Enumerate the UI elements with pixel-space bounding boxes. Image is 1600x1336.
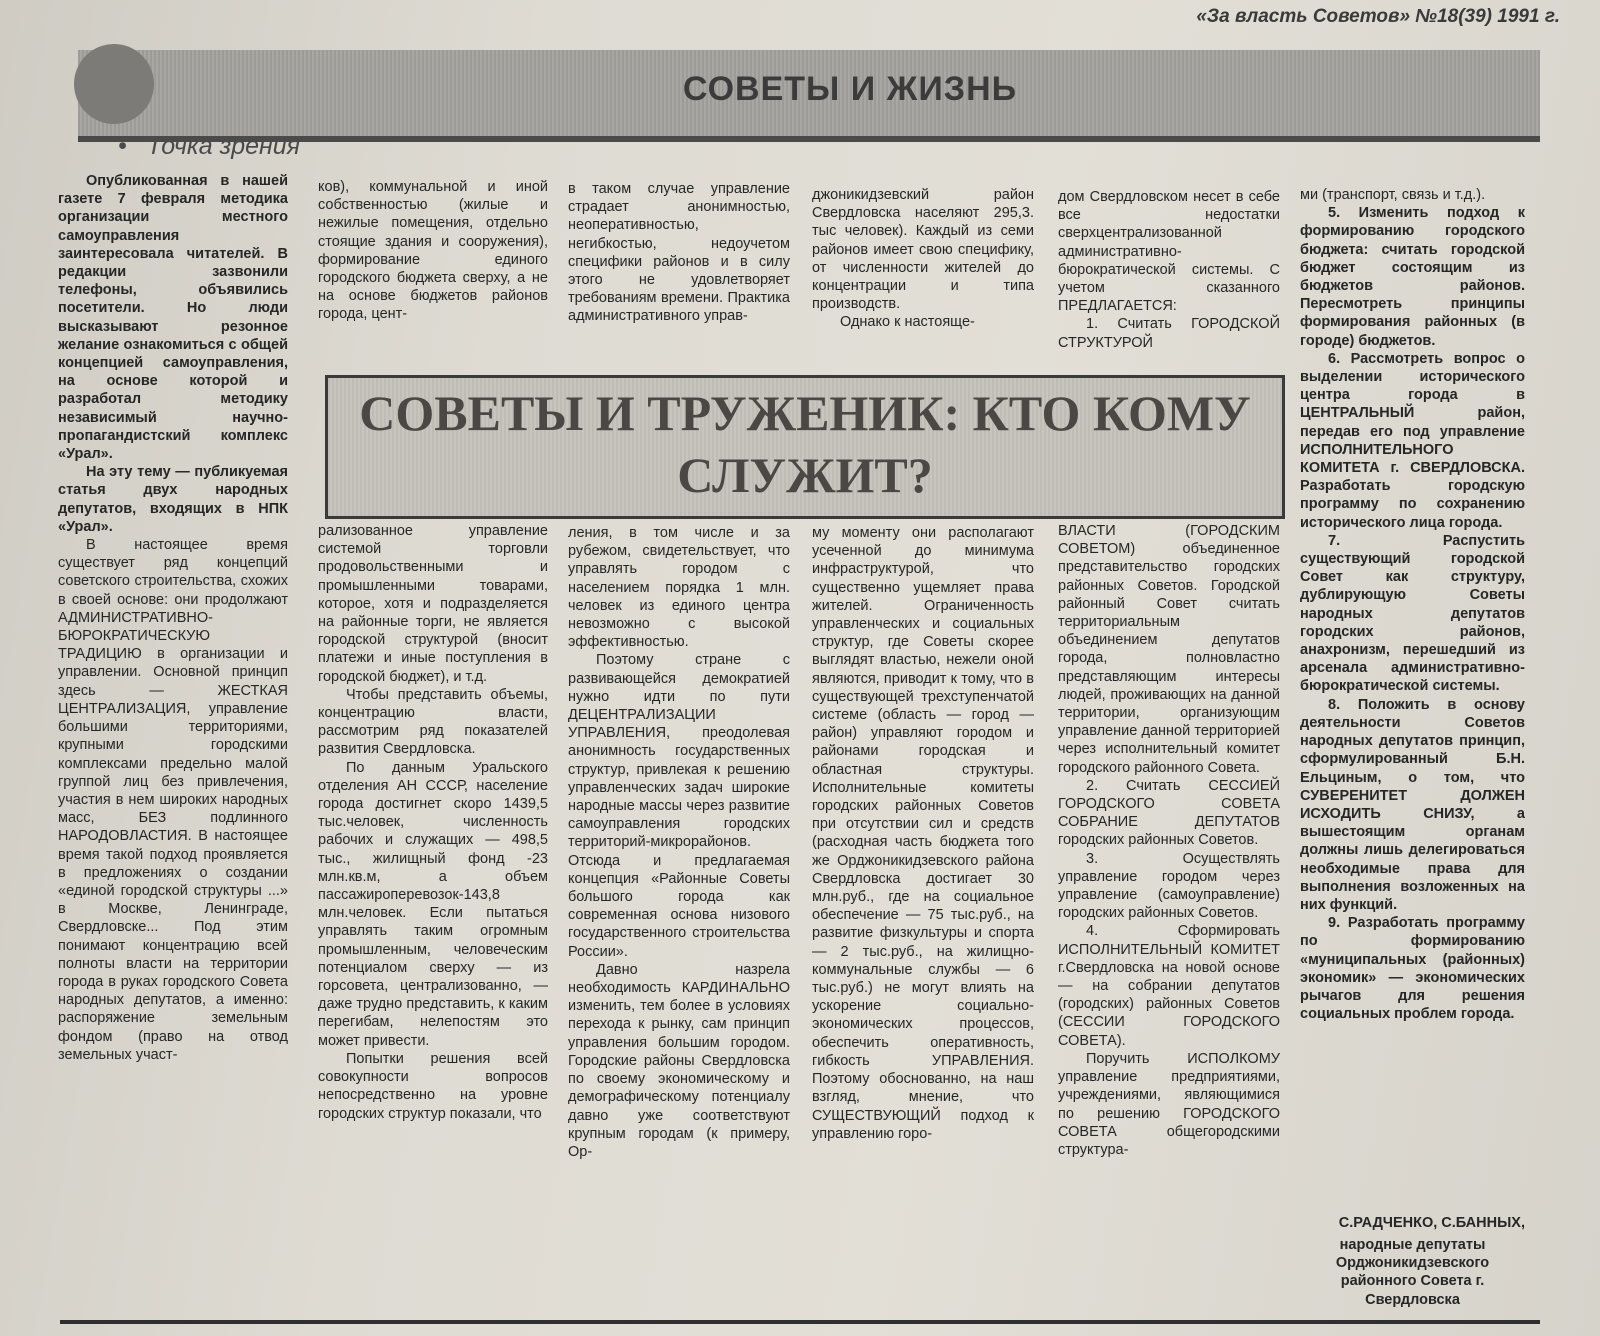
column-6 <box>1300 186 1525 1186</box>
column-4-top <box>812 186 1034 366</box>
signature-role: народные депутаты Орджоникидзевского районного Совета г. Свердловска <box>1335 1237 1490 1308</box>
body-paragraph: 2. Считать СЕССИЕЙ ГОРОДСКОГО СОВЕТА СОБРАНИЕ ДЕПУТАТОВ городских районных Советов. <box>1058 777 1280 849</box>
column-3-top <box>568 180 790 366</box>
bottom-divider <box>60 1320 1540 1324</box>
lead-paragraph-2: На эту тему — публикуемая статья двух народных депутатов, входящих в НПК «Урал». <box>58 464 288 535</box>
masthead: «За власть Советов» №18(39) 1991 г. <box>1196 6 1560 27</box>
body-paragraph: 1. Считать ГОРОДСКОЙ СТРУКТУРОЙ <box>1058 316 1280 351</box>
proposal-8: 8. Положить в основу деятельности Советов народных депутатов принцип, сформулированный Б.Н. Ельциным, о том, что СУВЕРЕНИТЕТ ДОЛЖЕН ИСХОДИТЬ СНИЗУ, а вышестоящим органам должны лишь делегироваться необходимые права для выполнения возложенных на них функций. <box>1300 696 1525 913</box>
article-headline: СОВЕТЫ И ТРУЖЕНИК: КТО КОМУ СЛУЖИТ? <box>359 385 1251 503</box>
body-paragraph: му моменту они располагают усеченной до минимума инфраструктурой, что существенно ущемляет права жителей. Ограниченность управленческих и социальных структур, где Советы скорее выглядят властью, нежели оной являются, приводит к тому, что в существующей трехступенчатой системе (область — город — район) управляют городом и районами городская и областная структуры. Исполнительные комитеты городских районных Советов при отсутствии сил и средств (расходная часть бюджета того же Орджоникидзевского района Свердловска достигает 30 млн.руб., где на социальное обеспечение — 75 тыс.руб., на развитие физкультуры и спорта — 2 тыс.руб., на жилищно-коммунальные службы — 6 тыс.руб.) не могут влиять на ускорение социально-экономических процессов, обеспечить оперативность, гибкость УПРАВЛЕНИЯ. Поэтому обоснованно, на наш взгляд, мнение, что СУЩЕСТВУЮЩИЙ подход к управлению горо- <box>812 525 1034 1142</box>
column-4-bottom <box>812 524 1034 1304</box>
proposal-6: 6. Рассмотреть вопрос о выделении исторического центра города в ЦЕНТРАЛЬНЫЙ район, передав его под управление ИСПОЛНИТЕЛЬНОГО КОМИТЕТА г. СВЕРДЛОВСКА. Разработать городскую программу по сохранению исторического лица города. <box>1300 350 1525 531</box>
proposal-7: 7. Распустить существующий городской Совет как структуру, дублирующую Советы народных депутатов городских районов, анахронизм, перешедший из арсенала административно-бюрократической системы. <box>1300 532 1525 695</box>
column-5-top <box>1058 188 1280 366</box>
body-paragraph: В настоящее время существует ряд концепций советского строительства, схожих в своей основе: они продолжают АДМИНИСТРАТИВНО-БЮРОКРАТИЧЕСКУЮ ТРАДИЦИЮ в организации и управлении. Основной принцип здесь — ЖЕСТКАЯ ЦЕНТРАЛИЗАЦИЯ, управление большими территориями, крупными городскими комплексами предельно малой группой лиц без привлечения, участия в нем широких народных масс, БЕЗ подлинного НАРОДОВЛАСТИЯ. В настоящее время такой подход проявляется в предложениях о создании «единой городской структуры ...» в Москве, Ленинграде, Свердловске... Под этим понимают концентрацию всей полноты власти на территории города в руках городского Совета народных депутатов, а именно: распоряжение земельным фондом (право на отвод земельных участ- <box>58 537 288 1063</box>
body-paragraph: дом Свердловском несет в себе все недостатки сверхцентрализованной административно-бюрократической системы. С учетом сказанного ПРЕДЛАГАЕТСЯ: <box>1058 189 1280 315</box>
body-paragraph: Попытки решения всей совокупности вопросов непосредственно на уровне городских структур показали, что <box>318 1050 548 1122</box>
signature-names: С.РАДЧЕНКО, С.БАННЫХ, <box>1338 1215 1525 1231</box>
column-3-bottom <box>568 524 790 1304</box>
rubric-kicker: • Точка зрения <box>118 132 300 161</box>
body-paragraph: 3. Осуществлять управление городом через управление (самоуправление) городских районных Советов. <box>1058 850 1280 922</box>
body-paragraph: Поэтому стране с развивающейся демократией нужно идти по пути ДЕЦЕНТРАЛИЗАЦИИ УПРАВЛЕНИЯ, преодолевая анонимность государственных структур, привлекая к решению управленческих задач широкие народные массы через развитие самоуправления городских территорий-микрорайонов. Отсюда и предлагаемая концепция «Районные Советы большого города как современная основа низового государственного строительства России». <box>568 652 790 960</box>
proposal-5: 5. Изменить подход к формированию городского бюджета: считать городской бюджет состоящим из бюджетов районов. Пересмотреть принципы формирования районных (в городе) бюджетов. <box>1300 205 1525 349</box>
body-paragraph: в таком случае управление страдает анонимностью, неоперативностью, негибкостью, недоучетом специфики районов и в силу этого не удовлетворяет требованиям времени. Практика административного управ- <box>568 181 790 325</box>
column-2-top <box>318 178 548 364</box>
column-5-bottom <box>1058 522 1280 1304</box>
body-paragraph: 4. Сформировать ИСПОЛНИТЕЛЬНЫЙ КОМИТЕТ г.Свердловска на новой основе — на собрании депутатов (городских) районных Советов (СЕССИИ ГОРОДСКОГО СОВЕТА). <box>1058 923 1280 1049</box>
body-paragraph: По данным Уральского отделения АН СССР, население города достигнет скоро 1439,5 тыс.человек, численность рабочих и служащих — 498,5 тыс., жилищный фонд -23 млн.кв.м, а объем пассажироперевозок-143,8 млн.человек. Если пытаться управлять таким огромным промышленным, человеческим потенциалом сверху — из горсовета, централизованно, — даже трудно представить, к каким перегибам, нелепостям это может привести. <box>318 759 548 1049</box>
body-paragraph: джоникидзевский район Свердловска населяют 295,3. тыс человек). Каждый из семи районов имеет свою специфику, от численности жителей до концентрации и типа производств. <box>812 187 1034 313</box>
column-2-bottom <box>318 522 548 1302</box>
body-paragraph: ления, в том числе и за рубежом, свидетельствует, что управлять городом с населением порядка 1 млн. человек из единого центра невозможно с высокой эффективностью. <box>568 525 790 651</box>
body-paragraph: ВЛАСТИ (ГОРОДСКИМ СОВЕТОМ) объединенное представительство городских районных Советов. Городской районный Совет считать территориальным объединением депутатов города, полновластно представляющим интересы людей, проживающих на данной территории, организующим управление данной территорией через исполнительный комитет городского районного Совета. <box>1058 523 1280 776</box>
body-paragraph: рализованное управление системой торговли продовольственными и промышленными товарами, которое, хотя и подразделяется на районные торги, не является городской структурой (вносит платежи и иные поступления в городской бюджет), и т.д. <box>318 523 548 685</box>
column-1 <box>58 172 288 1300</box>
proposal-9: 9. Разработать программу по формированию «муниципальных (районных) экономик» — экономических рычагов для решения социальных проблем города. <box>1300 915 1525 1023</box>
body-paragraph: ми (транспорт, связь и т.д.). <box>1300 187 1486 203</box>
body-paragraph: Чтобы представить объемы, концентрацию власти, рассмотрим ряд показателей развития Свердловска. <box>318 686 548 758</box>
body-paragraph: Однако к настояще- <box>840 314 975 331</box>
banner-circle-ornament <box>74 44 154 124</box>
lead-paragraph: Опубликованная в нашей газете 7 февраля методика организации местного самоуправления заинтересовала читателей. В редакции зазвонили телефоны, объявились посетители. Но люди высказывают резонное желание ознакомиться с общей концепцией самоуправления, на основе которой и разработал методику независимый научно-пропагандистский комплекс «Урал». <box>58 173 288 463</box>
body-paragraph: Давно назрела необходимость КАРДИНАЛЬНО изменить, тем более в условиях перехода к рынку, сам принцип управления большим городом. Городские районы Свердловска по своему экономическому и демографическому потенциалу давно уже соответствуют крупным городам (к примеру, Ор- <box>568 961 790 1160</box>
section-title: СОВЕТЫ И ЖИЗНЬ <box>682 70 1018 108</box>
body-paragraph: Поручить ИСПОЛКОМУ управление предприятиями, учреждениями, являющимися по решению ГОРОДСКОГО СОВЕТА общегородскими структура- <box>1058 1050 1280 1158</box>
body-paragraph: ков), коммунальной и иной собственностью (жилые и нежилые помещения, отдельно стоящие здания и сооружения), формирование единого городского бюджета сверху, а не на основе бюджетов районов города, цент- <box>318 179 548 323</box>
